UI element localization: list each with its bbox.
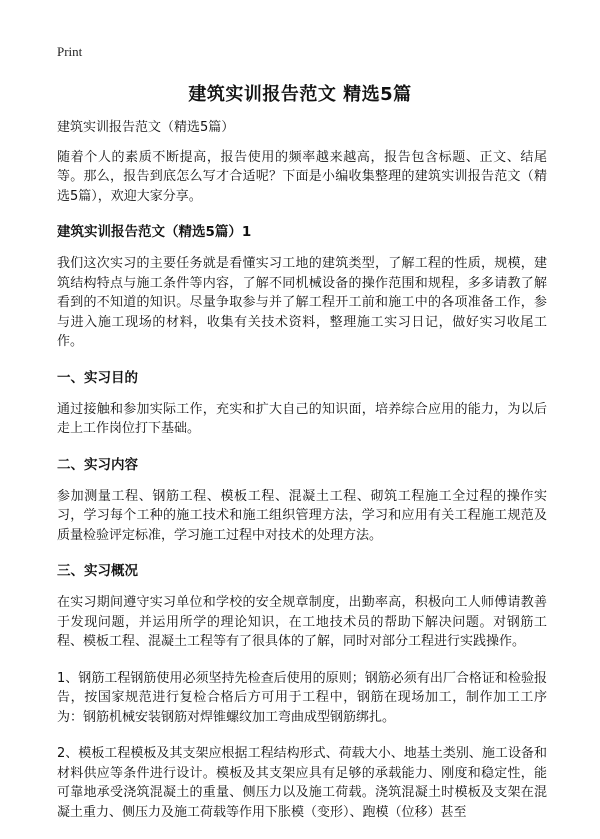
section-heading-overview: 三、实习概况 — [57, 563, 138, 579]
document-body — [57, 118, 547, 839]
article-heading: 建筑实训报告范文（精选5篇）1 — [57, 224, 252, 240]
section-body-content: 参加测量工程、钢筋工程、模板工程、混凝土工程、砌筑工程施工全过程的操作实习，学习每个工种的施工技术和施工组织管理方法，学习和应用有关工程施工规范及质量检验评定标准，学习施工过程中对技术的处理方法。 — [57, 488, 547, 543]
document-subtitle: 建筑实训报告范文（精选5篇） — [57, 120, 235, 135]
list-item-rebar: 1、钢筋工程钢筋使用必须坚持先检查后使用的原则；钢筋必须有出厂合格证和检验报告，按国家规范进行复检合格后方可用于工程中，钢筋在现场加工，制作加工工序为：钢筋机械安装钢筋对焊锥螺纹加工弯曲成型钢筋绑扎。 — [57, 670, 547, 725]
print-link[interactable]: Print — [57, 44, 83, 59]
article-intro-paragraph: 我们这次实习的主要任务就是看懂实习工地的建筑类型，了解工程的性质，规模，建筑结构特点与施工条件等内容，了解不同机械设备的操作范围和规程，多多请教了解看到的不知道的知识。尽量争取参与并了解工程开工前和施工中的各项准备工作，参与进入施工现场的材料，收集有关技术资料，整理施工实习日记，做好实习收尾工作。 — [57, 256, 547, 349]
section-heading-purpose: 一、实习目的 — [57, 369, 138, 386]
list-item-formwork: 2、模板工程模板及其支架应根据工程结构形式、荷载大小、地基土类别、施工设备和材料供应等条件进行设计。模板及其支架应具有足够的承载能力、刚度和稳定性，能可靠地承受浇筑混凝土的重量、侧压力以及施工荷载。浇筑混凝土时模板及支架在混凝土重力、侧压力及施工荷载等作用下胀模（变形）、跑模（位移）甚至 — [57, 746, 547, 820]
section-body-purpose: 通过接触和参加实际工作，充实和扩大自己的知识面，培养综合应用的能力，为以后走上工作岗位打下基础。 — [57, 401, 547, 436]
page-title: 建筑实训报告范文 精选5篇 — [188, 84, 412, 105]
section-body-overview: 在实习期间遵守实习单位和学校的安全规章制度，出勤率高，积极向工人师傅请教善于发现问题，并运用所学的理论知识，在工地技术员的帮助下解决问题。对钢筋工程、模板工程、混凝土工程等有了很具体的了解，同时对部分工程进行实践操作。 — [57, 595, 547, 649]
section-heading-content: 二、实习内容 — [57, 456, 138, 473]
intro-paragraph: 随着个人的素质不断提高，报告使用的频率越来越高，报告包含标题、正文、结尾等。那么，报告到底怎么写才合适呢？下面是小编收集整理的建筑实训报告范文（精选5篇），欢迎大家分享。 — [57, 149, 547, 204]
